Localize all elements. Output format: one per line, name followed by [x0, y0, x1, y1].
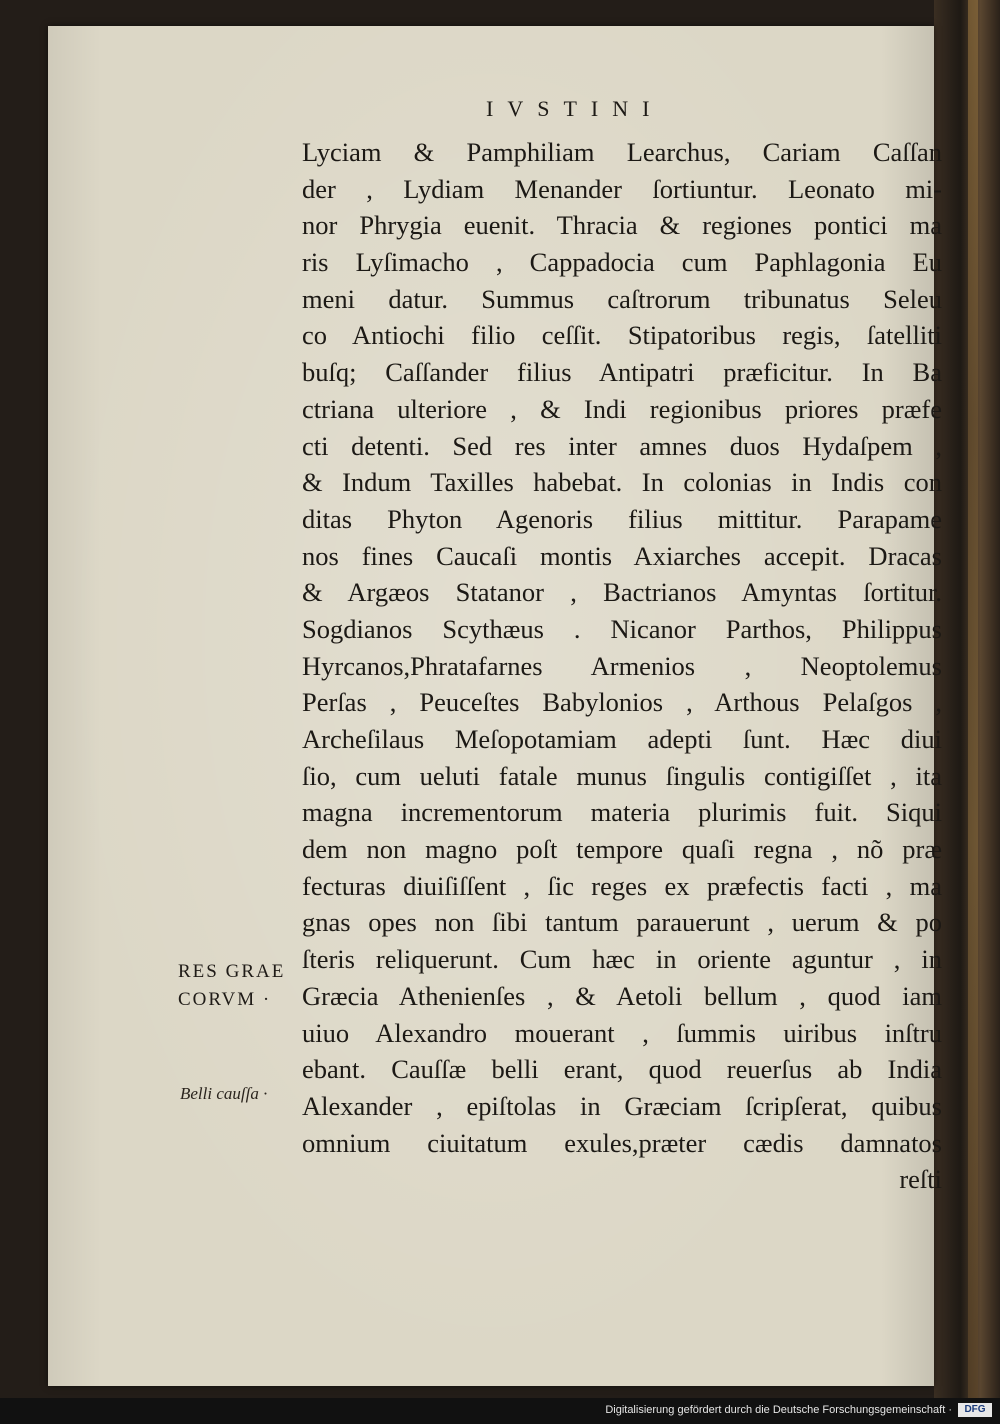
- text-line: & Argæos Statanor , Bactrianos Amyntas ſortitur.: [302, 577, 942, 608]
- body-text: [302, 134, 942, 1198]
- running-head: IVSTINI: [486, 96, 664, 121]
- text-line: ebant. Cauſſæ belli erant, quod reuerſus ab India: [302, 1054, 942, 1085]
- text-line: & Indum Taxilles habebat. In colonias in Indis con: [302, 467, 942, 498]
- text-line: gnas opes non ſibi tantum parauerunt , uerum & po: [302, 907, 942, 938]
- text-line: Hyrcanos,Phratafarnes Armenios , Neoptolemus: [302, 650, 942, 681]
- book-spine-edge: [968, 0, 978, 1400]
- text-line: fecturas diuiſiſſent , ſic reges ex præfectis facti , ma: [302, 870, 942, 901]
- text-line: nor Phrygia euenit. Thracia & regiones pontici ma: [302, 210, 942, 241]
- text-line: Græcia Athenienſes , & Aetoli bellum , quod iam: [302, 980, 942, 1011]
- book-gutter: [934, 0, 1000, 1424]
- catchword: reſti: [899, 1164, 942, 1195]
- margin-note-belli-caussa: Belli cauſſa ·: [180, 1084, 268, 1103]
- text-line: ctriana ulteriore , & Indi regionibus priores præfe: [302, 393, 942, 424]
- text-line: ſio, cum ueluti fatale munus ſingulis contigiſſet , ita: [302, 760, 942, 791]
- funding-credit: Digitalisierung gefördert durch die Deutsche Forschungsgemeinschaft ·: [605, 1404, 952, 1416]
- text-line: Perſas , Peuceſtes Babylonios , Arthous Pelaſgos ,: [302, 687, 942, 718]
- text-line: Alexander , epiſtolas in Græciam ſcripſerat, quibus: [302, 1090, 942, 1121]
- text-line: cti detenti. Sed res inter amnes duos Hydaſpem ,: [302, 430, 942, 461]
- text-line: buſq; Caſſander filius Antipatri præficitur. In Ba: [302, 357, 942, 388]
- margin-note-line: RES GRAE: [178, 961, 286, 982]
- text-line: uiuo Alexandro mouerant , ſummis uiribus inſtru: [302, 1017, 942, 1048]
- text-line: der , Lydiam Menander ſortiuntur. Leonato mi-: [302, 173, 942, 204]
- text-line: dem non magno poſt tempore quaſi regna , nõ præ: [302, 834, 942, 865]
- text-line: meni datur. Summus caſtrorum tribunatus Seleu: [302, 283, 942, 314]
- margin-note-res-graecorum: [178, 958, 285, 1014]
- text-line: omnium ciuitatum exules,præter cædis damnatos: [302, 1127, 942, 1158]
- text-line: Lyciam & Pamphiliam Learchus, Cariam Caſſan: [302, 137, 942, 167]
- margin-note-line: CORVM ·: [178, 989, 272, 1010]
- text-line: ris Lyſimacho , Cappadocia cum Paphlagonia Eu: [302, 247, 942, 278]
- text-line: Archeſilaus Meſopotamiam adepti ſunt. Hæc diui: [302, 724, 942, 754]
- text-line: ſteris reliquerunt. Cum hæc in oriente aguntur , in: [302, 944, 942, 975]
- text-line: Sogdianos Scythæus . Nicanor Parthos, Philippus: [302, 613, 942, 644]
- dfg-logo: DFG: [958, 1403, 992, 1417]
- text-line: magna incrementorum materia plurimis fuit. Siqui: [302, 797, 942, 828]
- text-line: co Antiochi filio ceſſit. Stipatoribus regis, ſatelliti: [302, 320, 942, 351]
- text-line: nos fines Caucaſi montis Axiarches accepit. Dracas: [302, 540, 942, 571]
- text-line: ditas Phyton Agenoris filius mittitur. Parapame: [302, 503, 942, 534]
